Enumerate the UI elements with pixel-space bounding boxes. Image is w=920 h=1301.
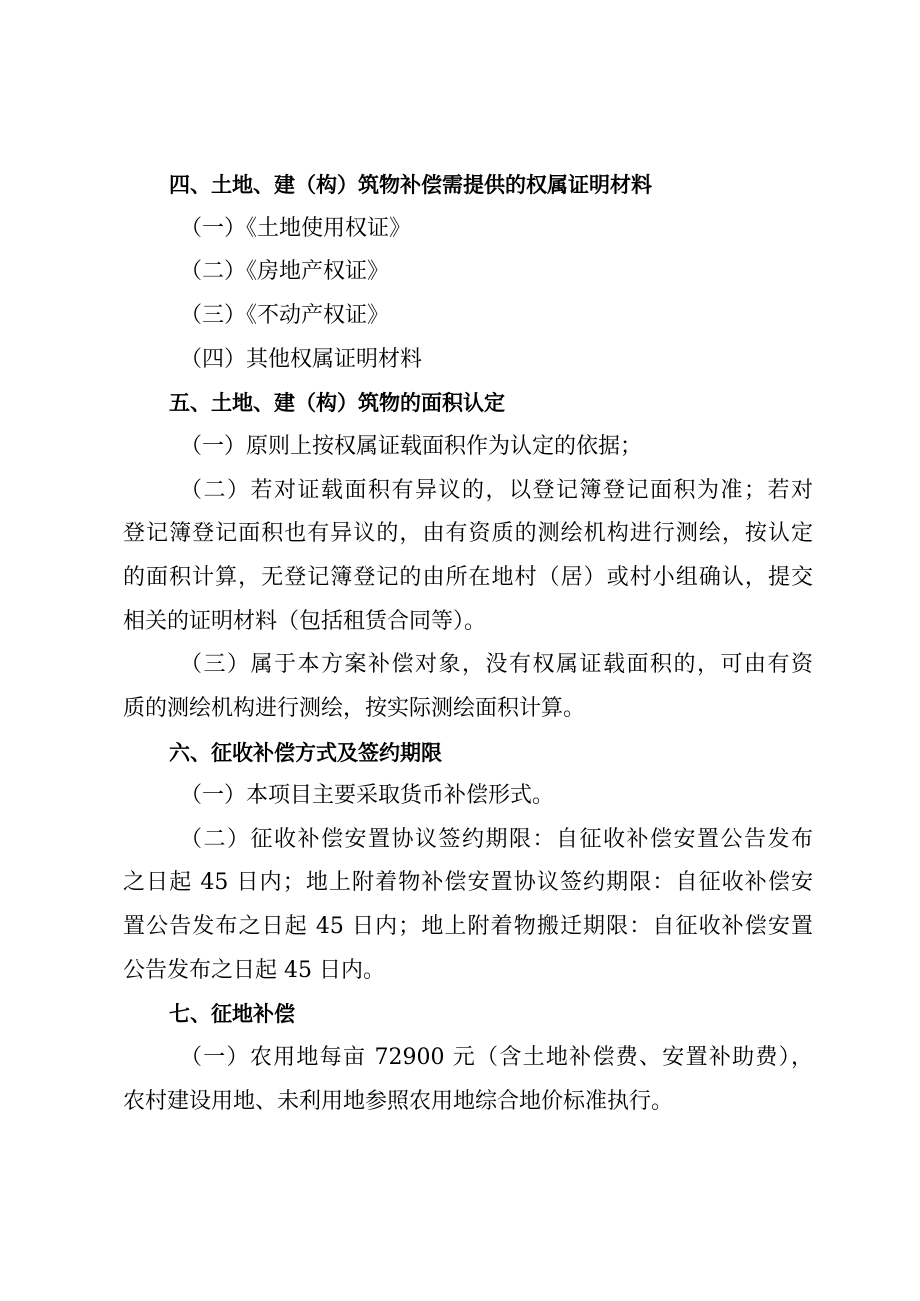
paragraph-line: （二）《房地产权证》 bbox=[180, 259, 390, 284]
section-heading-5: 五、土地、建（构）筑物的面积认定 bbox=[169, 391, 505, 415]
paragraph-line: （三）《不动产权证》 bbox=[180, 303, 390, 328]
paragraph-line: （三）属于本方案补偿对象，没有权属证载面积的，可由有资 bbox=[180, 652, 813, 677]
section-heading-6: 六、征收补偿方式及签约期限 bbox=[169, 741, 442, 765]
section-heading-7: 七、征地补偿 bbox=[169, 1002, 295, 1026]
paragraph-line: 公告发布之日起 45 日内。 bbox=[123, 958, 385, 983]
paragraph-line: 的面积计算，无登记簿登记的由所在地村（居）或村小组确认，提交 bbox=[123, 565, 813, 590]
paragraph-line: 之日起 45 日内；地上附着物补偿安置协议签约期限：自征收补偿安 bbox=[123, 870, 813, 895]
paragraph-line: （四）其他权属证明材料 bbox=[180, 347, 423, 372]
paragraph-line: 登记簿登记面积也有异议的，由有资质的测绘机构进行测绘，按认定 bbox=[123, 521, 813, 546]
paragraph-line: （二）征收补偿安置协议签约期限：自征收补偿安置公告发布 bbox=[180, 827, 813, 852]
paragraph-line: （一）原则上按权属证载面积作为认定的依据； bbox=[180, 434, 643, 459]
paragraph-line: 农村建设用地、未利用地参照农用地综合地价标准执行。 bbox=[123, 1089, 674, 1114]
paragraph-line: 相关的证明材料（包括租赁合同等）。 bbox=[123, 609, 487, 634]
paragraph-line: （二）若对证载面积有异议的，以登记簿登记面积为准；若对 bbox=[180, 478, 813, 503]
paragraph-line: （一）《土地使用权证》 bbox=[180, 216, 412, 241]
paragraph-line: （一）农用地每亩 72900 元（含土地补偿费、安置补助费）， bbox=[180, 1045, 813, 1070]
paragraph-line: 质的测绘机构进行测绘，按实际测绘面积计算。 bbox=[123, 696, 586, 721]
section-heading-4: 四、土地、建（构）筑物补偿需提供的权属证明材料 bbox=[169, 173, 652, 197]
paragraph-line: 置公告发布之日起 45 日内；地上附着物搬迁期限：自征收补偿安置 bbox=[123, 914, 813, 939]
paragraph-line: （一）本项目主要采取货币补偿形式。 bbox=[180, 783, 555, 808]
